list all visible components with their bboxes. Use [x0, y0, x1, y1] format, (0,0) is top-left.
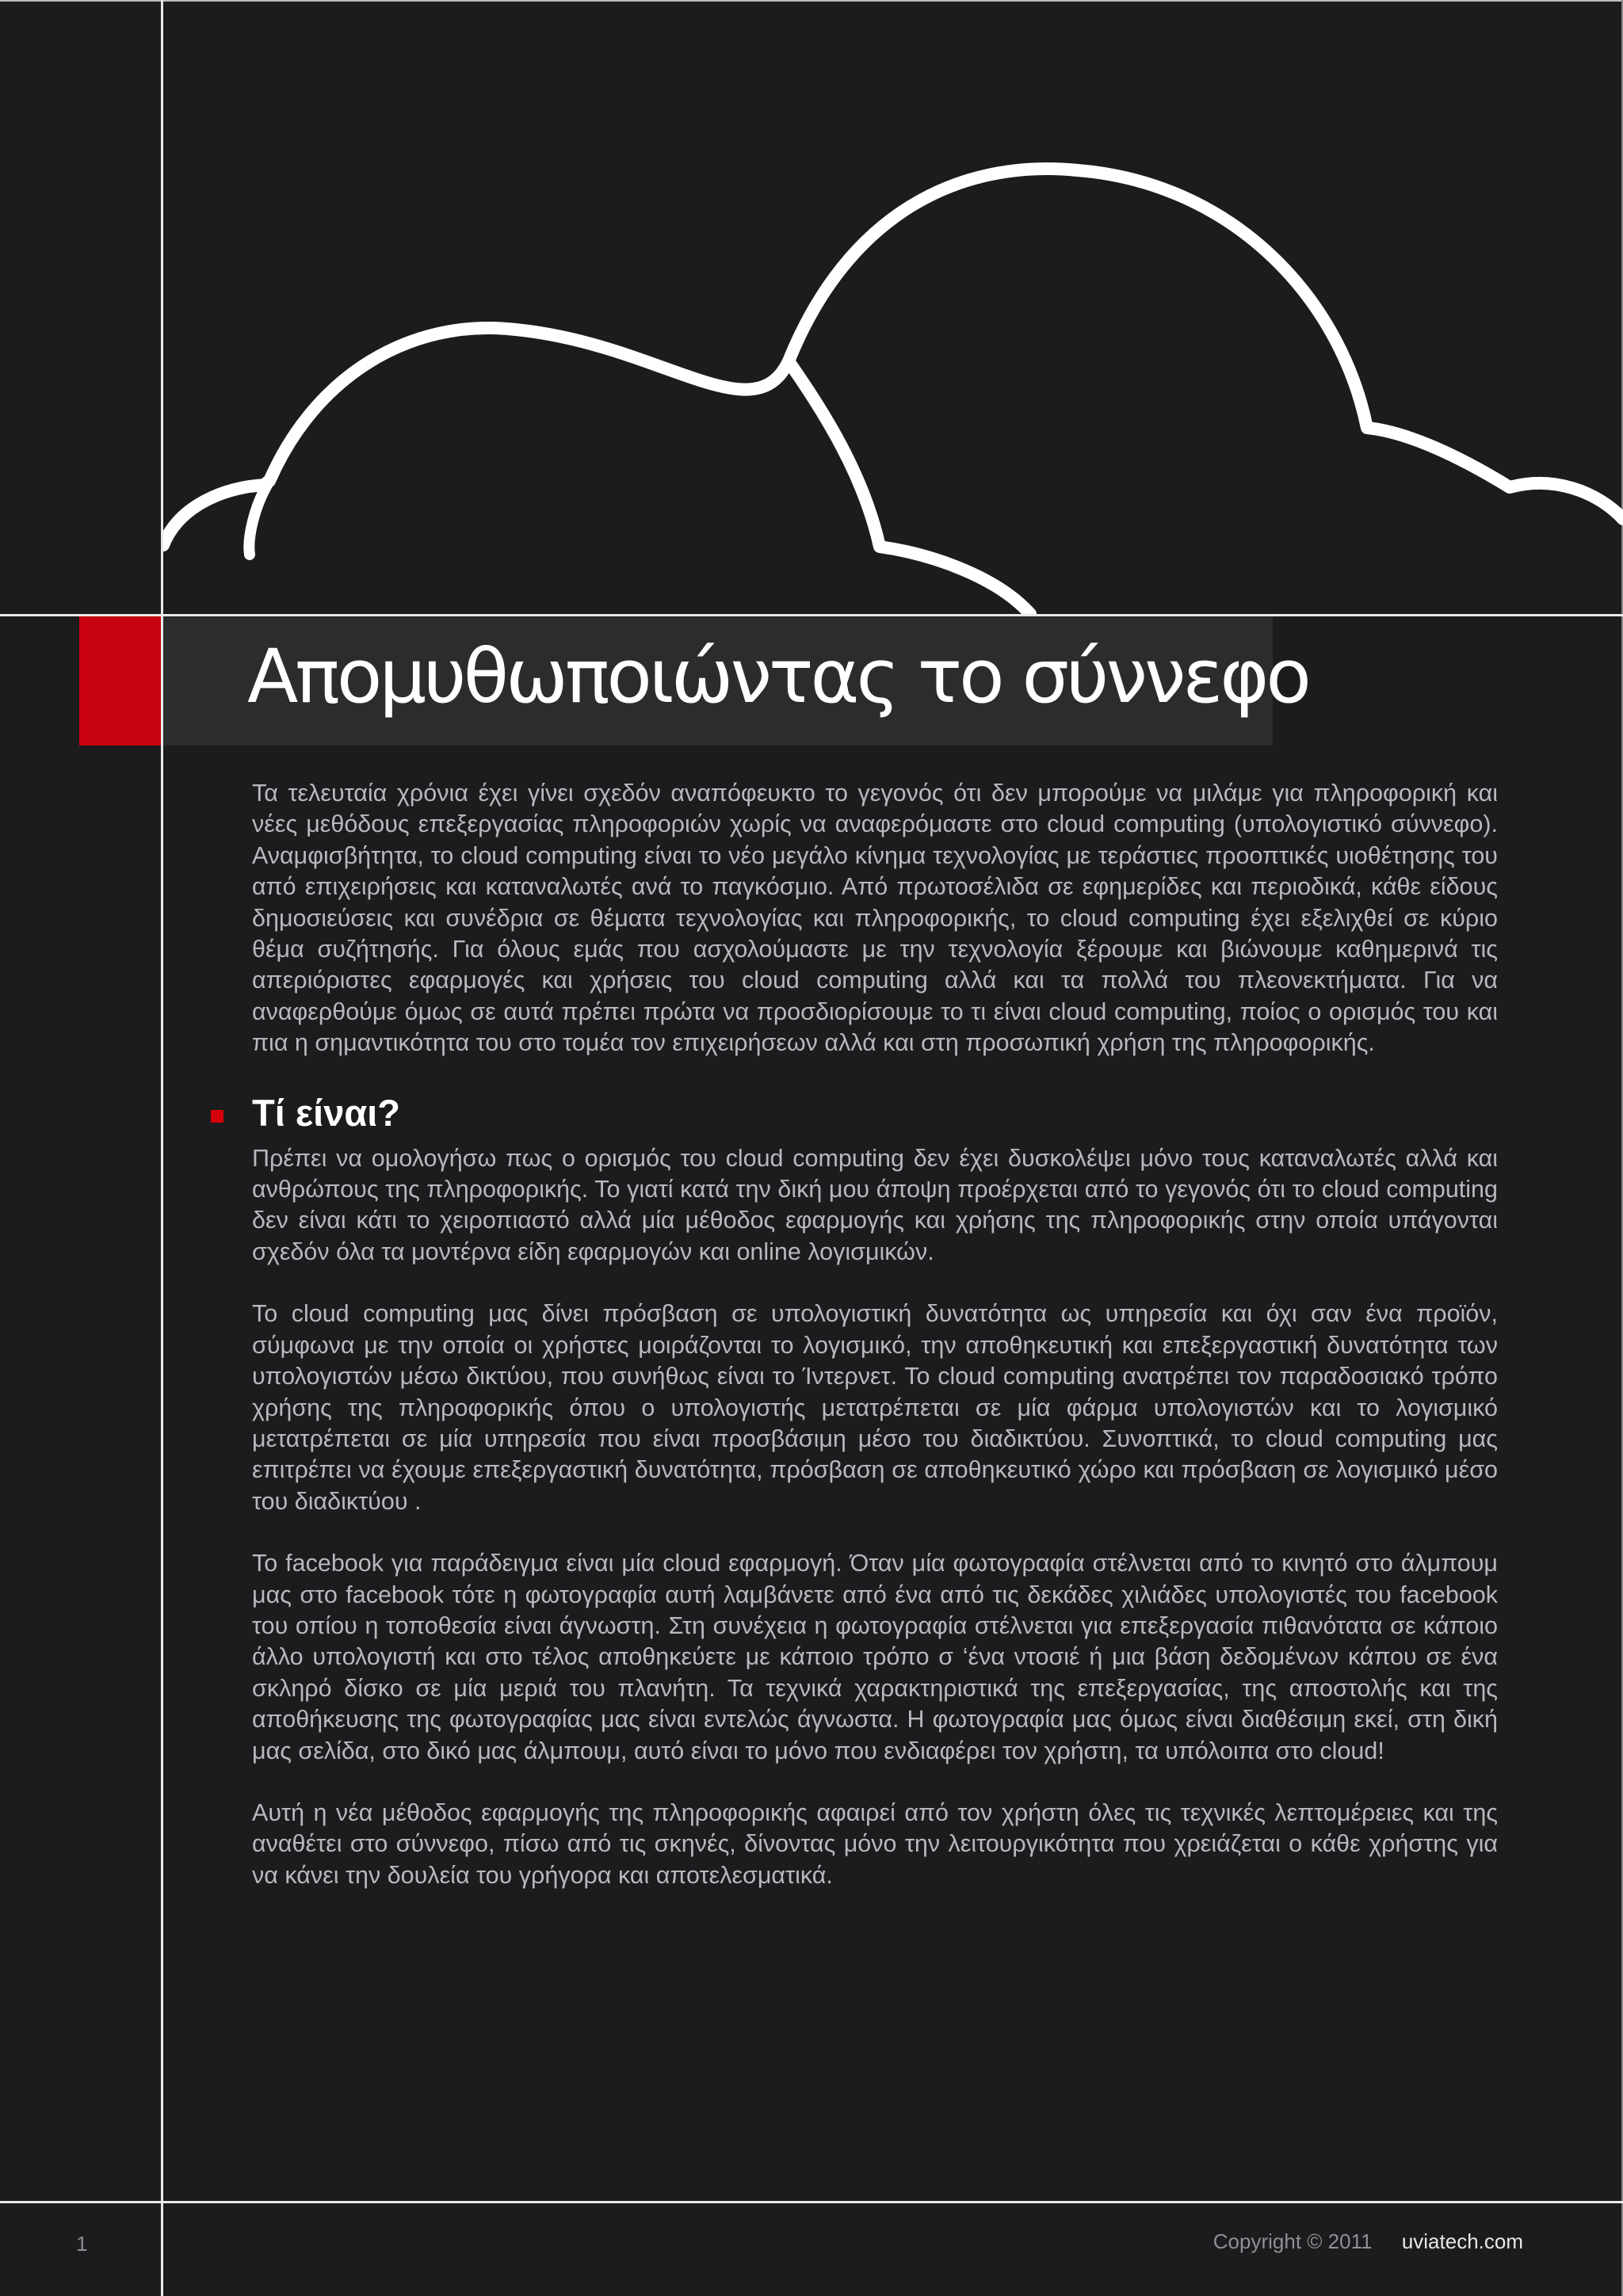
cloud-outline-icon — [163, 169, 1623, 545]
website-link[interactable]: uviatech.com — [1401, 2229, 1523, 2253]
article-body — [252, 778, 1498, 1891]
copyright-text: Copyright © 2011 — [1212, 2229, 1373, 2253]
intro-paragraph: Τα τελευταία χρόνια έχει γίνει σχεδόν αναπόφευκτο το γεγονός ότι δεν μπορούμε να μιλάμε για πληροφορική και νέες μεθόδους επεξεργασίας πληροφοριών χωρίς να αναφερόμαστε στο cloud computing (υπολογιστικό σύννεφο). Αναμφισβήτητα, το cloud computing είναι το νέο μεγάλο κίνημα τεχνολογίας με τεράστιες προοπτικές υιοθέτησης του από επιχειρήσεις και καταναλωτές ανά το παγκόσμιο. Από πρωτοσέλιδα σε εφημερίδες και περιοδικά, κάθε είδους δημοσιεύσεις και συνέδρια σε θέματα τεχνολογίας και πληροφορικής, το cloud computing έχει εξελιχθεί σε κύριο θέμα συζήτησής. Για όλους εμάς που ασχολούμαστε με την τεχνολογία ξέρουμε και βιώνουμε καθημερινά τις απεριόριστες εφαρμογές και χρήσεις του cloud computing αλλά και τα πολλά του πλεονεκτήματα. Για να αναφερθούμε όμως σε αυτά πρέπει πρώτα να προσδιορίσουμε το τι είναι cloud computing, ποίος ο ορισμός του και πια η σημαντικότητα του στο τομέα τον επιχειρήσεων αλλά και στη προσωπική χρήση της πληροφορικής. — [252, 780, 1498, 1057]
square-bullet-icon — [211, 1110, 223, 1123]
section-title: Τί είναι? — [252, 1091, 400, 1134]
section-paragraph: Πρέπει να ομολογήσω πως ο ορισμός του cloud computing δεν έχει δυσκολέψει μόνο τους καταναλωτές αλλά και ανθρώπους της πληροφορικής. Το γιατί κατά την δική μου άποψη προέρχεται από το γεγονός ότι το cloud computing δεν είναι κάτι το χειροπιαστό αλλά μία μέθοδος εφαρμογής και χρήσης της πληροφορικής στην οποία υπάγονται σχεδόν όλα τα μοντέρνα είδη εφαρμογών και online λογισμικών. — [252, 1144, 1498, 1265]
section-paragraph: Το facebook για παράδειγμα είναι μία cloud εφαρμογή. Όταν μία φωτογραφία στέλνεται από το κινητό στο άλμπουμ μας στο facebook τότε η φωτογραφία αυτή λαμβάνετε από ένα από τις δεκάδες χιλιάδες υπολογιστές του facebook του οπίου η τοποθεσία είναι άγνωστη. Στη συνέχεια η φωτογραφία στέλνεται για επεξεργασία πιθανότατα σε κάποιο άλλο υπολογιστή και στο τέλος αποθηκεύετε με κάποιο τρόπο σ ‘ένα ντοσιέ ή μια βάση δεδομένων κάπου σε ένα σκληρό δίσκο σε μία μεριά του πλανήτη. Τα τεχνικά χαρακτηριστικά της επεξεργασίας, της αποστολής και της αποθήκευσης της φωτογραφίας μας είναι εντελώς άγνωστα. Η φωτογραφία μας όμως είναι διαθέσιμη εκεί, στη δική μας σελίδα, στο δικό μας άλμπουμ, αυτό είναι το μόνο που ενδιαφέρει τον χρήστη, τα υπόλοιπα στο cloud! — [252, 1550, 1498, 1764]
section-paragraph: Αυτή η νέα μέθοδος εφαρμογής της πληροφορικής αφαιρεί από τον χρήστη όλες τις τεχνικές λεπτομέρειες και της αναθέτει στο σύννεφο, πίσω από τις σκηνές, δίνοντας μόνο την λειτουργικότητα που χρειάζεται ο κάθε χρήστης για να κάνει την δουλεία του γρήγορα και αποτελεσματικά. — [252, 1798, 1498, 1889]
red-accent-block — [79, 616, 161, 746]
page-number: 1 — [76, 2232, 88, 2256]
page-title: Απομυθωποιώντας το σύννεφο — [247, 634, 1308, 720]
footer-divider — [0, 2201, 1623, 2203]
section-paragraph: Το cloud computing μας δίνει πρόσβαση σε υπολογιστική δυνατότητα ως υπηρεσία και όχι σαν ένα προϊόν, σύμφωνα με την οποία οι χρήστες μοιράζονται το λογισμικό, την αποθηκευτική και επεξεργαστική δυνατότητα των υπολογιστών μέσω δικτύου, που συνήθως είναι το Ίντερνετ. Το cloud computing ανατρέπει τον παραδοσιακό τρόπο χρήσης της πληροφορικής όπου ο υπολογιστής μετατρέπεται σε μία φάρμα υπολογιστών και το λογισμικό μετατρέπεται σε μία υπηρεσία που είναι προσβάσιμη μέσο του διαδικτύου. Συνοπτικά, το cloud computing μας επιτρέπει να έχουμε επεξεργαστική δυνατότητα, πρόσβαση σε αποθηκευτικό χώρο και πρόσβαση σε λογισμικό μέσο του διαδικτύου . — [252, 1300, 1498, 1515]
left-margin-line — [161, 0, 163, 2296]
section-header — [252, 1091, 1498, 1135]
cloud-illustration — [163, 2, 1623, 614]
footer — [1213, 2229, 1523, 2254]
